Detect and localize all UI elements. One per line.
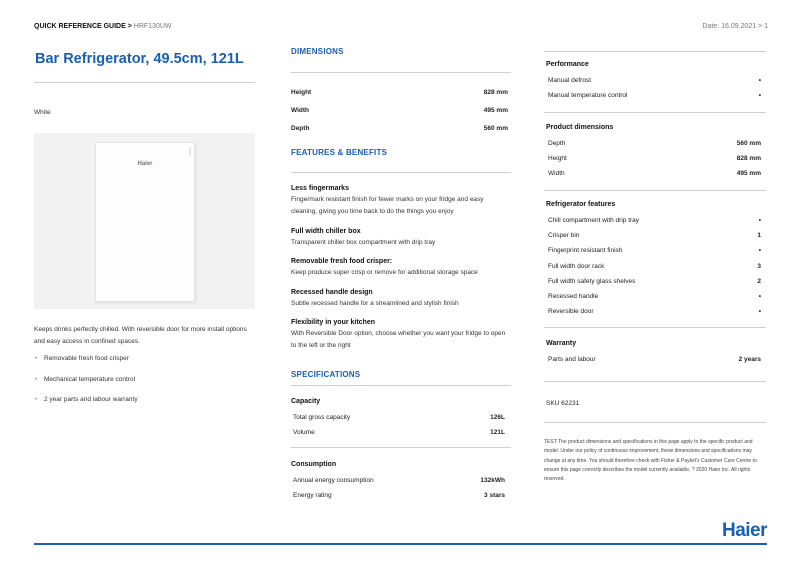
product-dimension-value: 828 mm bbox=[736, 155, 761, 162]
product-dimension-value: 495 mm bbox=[736, 170, 761, 177]
feature-item bbox=[291, 289, 511, 310]
list-item bbox=[34, 375, 259, 396]
feature-title: Full width chiller box bbox=[291, 228, 361, 235]
dimensions-divider bbox=[291, 72, 511, 73]
product-dimension-label: Depth bbox=[548, 140, 566, 147]
sku-text: SKU 62231 bbox=[546, 400, 580, 407]
breadcrumb bbox=[34, 23, 172, 30]
capacity-label: Total gross capacity bbox=[293, 414, 351, 421]
dimension-label: Depth bbox=[291, 125, 310, 132]
performance-top-divider bbox=[544, 51, 766, 52]
consumption-heading: Consumption bbox=[291, 461, 337, 468]
refrigerator-feature-label: Full width safety glass shelves bbox=[548, 278, 636, 285]
bullet-icon: • bbox=[35, 376, 38, 383]
product-dimension-label: Height bbox=[548, 155, 567, 162]
guide-label: QUICK REFERENCE GUIDE > bbox=[34, 23, 132, 30]
product-dimensions-heading: Product dimensions bbox=[546, 124, 614, 131]
capacity-value: 126L bbox=[490, 414, 505, 421]
dimension-value: 560 mm bbox=[483, 125, 508, 132]
refrigerator-feature-value: • bbox=[758, 308, 761, 315]
refrigerator-feature-value: • bbox=[758, 217, 761, 224]
product-image bbox=[34, 133, 255, 309]
performance-label: Manual defrost bbox=[548, 77, 591, 84]
fridge-illustration bbox=[95, 142, 195, 302]
feature-title: Flexibility in your kitchen bbox=[291, 319, 376, 326]
performance-heading: Performance bbox=[546, 61, 589, 68]
product-colour: White bbox=[34, 109, 51, 116]
product-dimension-label: Width bbox=[548, 170, 565, 177]
dimension-value: 495 mm bbox=[483, 107, 508, 114]
page-header bbox=[34, 23, 768, 35]
disclaimer-text: TEST The product dimensions and specifications in this page apply to the specific product and model. Under our policy of continuous improvement, these dimensions and specifications may change at any time. You should therefore check with Fisher & Paykel's Customer Care Centre to ensure this page correctly describes the model currently available. ? 2020 Haier Inc. All rights reserved. bbox=[544, 439, 757, 483]
product-description: Keeps drinks perfectly chilled. With reversible door for more install options and easy access in confined spaces. bbox=[34, 326, 247, 345]
consumption-value: 132kWh bbox=[480, 477, 505, 484]
features-heading: FEATURES & BENEFITS bbox=[291, 148, 388, 157]
feature-title: Less fingermarks bbox=[291, 185, 349, 192]
consumption-value: 3 stars bbox=[484, 492, 505, 499]
refrigerator-feature-label: Full width door rack bbox=[548, 263, 605, 270]
highlight-text: Mechanical temperature control bbox=[44, 375, 136, 383]
feature-title: Removable fresh food crisper: bbox=[291, 258, 393, 265]
list-item bbox=[34, 395, 259, 416]
refrigerator-feature-label: Recessed handle bbox=[548, 293, 599, 300]
feature-item bbox=[291, 185, 511, 217]
feature-body: With Reversible Door option, choose whether you want your fridge to open to the left or the right bbox=[291, 330, 506, 349]
refrigerator-feature-value: • bbox=[758, 247, 761, 254]
refrigerator-feature-value: • bbox=[758, 293, 761, 300]
warranty-value: 2 years bbox=[738, 356, 761, 363]
capacity-label: Volume bbox=[293, 429, 315, 436]
capacity-value: 121L bbox=[490, 429, 505, 436]
capacity-divider bbox=[291, 447, 511, 448]
footer-divider bbox=[34, 543, 767, 545]
feature-item bbox=[291, 319, 511, 351]
refrigerator-feature-value: 3 bbox=[757, 263, 761, 270]
refrigerator-features-heading: Refrigerator features bbox=[546, 201, 616, 208]
specifications-divider bbox=[291, 385, 511, 386]
highlight-text: Removable fresh food crisper bbox=[44, 355, 129, 362]
features-divider bbox=[291, 172, 511, 173]
performance-value: • bbox=[758, 92, 761, 99]
refrigerator-feature-value: 1 bbox=[757, 232, 761, 239]
warranty-divider bbox=[544, 381, 766, 382]
feature-body: Subtle recessed handle for a streamlined and stylish finish bbox=[291, 300, 459, 307]
feature-body: Transparent chiller box compartment with drip tray bbox=[291, 239, 436, 246]
highlight-list bbox=[34, 354, 259, 416]
feature-item bbox=[291, 258, 511, 279]
refrigerator-feature-label: Crisper bin bbox=[548, 232, 580, 239]
dimension-value: 828 mm bbox=[483, 89, 508, 96]
feature-body: Fingermark resistant finish for fewer marks on your fridge and easy cleaning, giving you time back to do the things you enjoy bbox=[291, 196, 484, 215]
product-title: Bar Refrigerator, 49.5cm, 121L bbox=[35, 51, 244, 67]
refrigerator-feature-value: 2 bbox=[757, 278, 761, 285]
capacity-heading: Capacity bbox=[291, 398, 321, 405]
refrigerator-features-divider bbox=[544, 327, 766, 328]
fridge-logo: Haier bbox=[137, 161, 153, 167]
refrigerator-feature-label: Chill compartment with drip tray bbox=[548, 217, 640, 224]
feature-title: Recessed handle design bbox=[291, 289, 373, 296]
list-item bbox=[34, 354, 259, 375]
performance-label: Manual temperature control bbox=[548, 92, 628, 99]
consumption-label: Energy rating bbox=[293, 492, 332, 499]
dimension-label: Height bbox=[291, 89, 312, 96]
dimensions-heading: DIMENSIONS bbox=[291, 47, 344, 56]
refrigerator-feature-label: Fingerprint resistant finish bbox=[548, 247, 623, 254]
haier-logo: Haier bbox=[721, 520, 767, 541]
feature-body: Keep produce super crisp or remove for additional storage space bbox=[291, 269, 478, 276]
sku-divider bbox=[544, 422, 766, 423]
fridge-hinge bbox=[189, 147, 191, 155]
dimension-label: Width bbox=[291, 107, 309, 114]
specifications-heading: SPECIFICATIONS bbox=[291, 370, 361, 379]
title-divider bbox=[34, 82, 255, 83]
model-number: HRF130UW bbox=[133, 23, 172, 30]
bullet-icon: • bbox=[35, 356, 38, 362]
consumption-label: Annual energy consumption bbox=[293, 477, 374, 484]
refrigerator-feature-label: Reversible door bbox=[548, 308, 594, 315]
product-dimension-value: 560 mm bbox=[736, 140, 761, 147]
warranty-label: Parts and labour bbox=[548, 356, 596, 363]
performance-divider bbox=[544, 112, 766, 113]
bullet-icon: • bbox=[35, 397, 38, 403]
performance-value: • bbox=[758, 77, 761, 84]
date-page-label: Date: 16.09.2021 > 1 bbox=[702, 23, 768, 30]
highlight-text: 2 year parts and labour warranty bbox=[44, 396, 138, 403]
product-dimensions-divider bbox=[544, 190, 766, 191]
warranty-heading: Warranty bbox=[546, 340, 577, 347]
feature-item bbox=[291, 228, 511, 249]
